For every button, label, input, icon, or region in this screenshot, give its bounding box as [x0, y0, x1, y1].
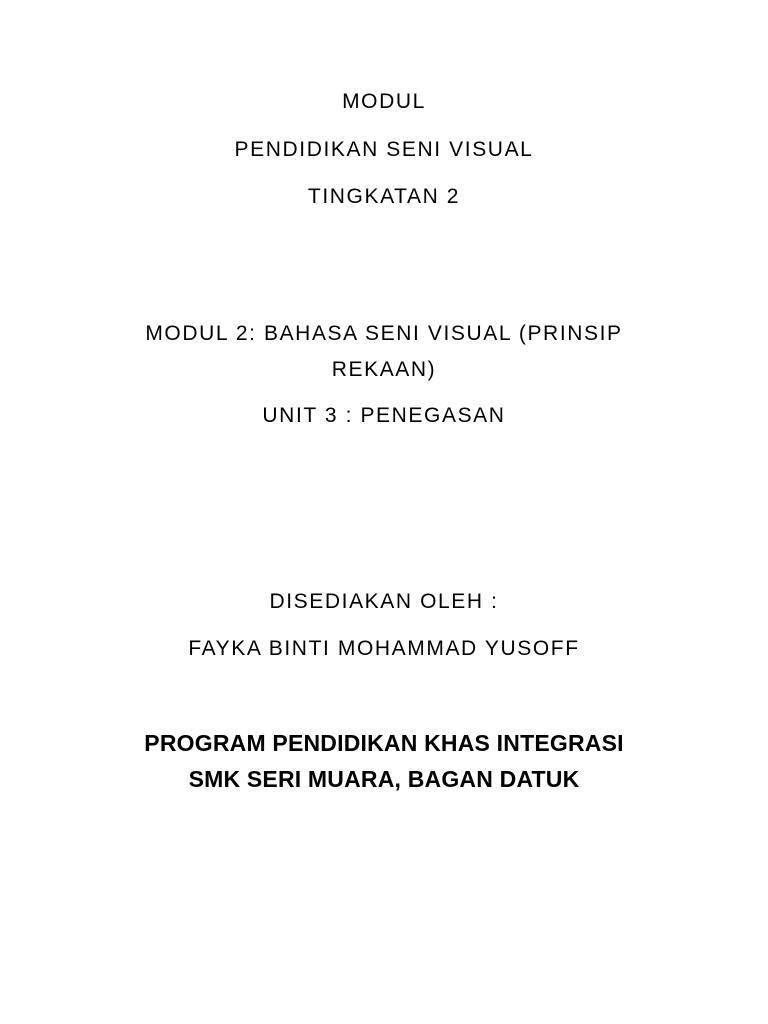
module-title-line2: REKAAN) — [331, 358, 437, 381]
module-title-line1: MODUL 2: BAHASA SENI VISUAL (PRINSIP — [145, 322, 623, 345]
author-name: FAYKA BINTI MOHAMMAD YUSOFF — [188, 637, 580, 660]
header-modul: MODUL — [342, 90, 426, 113]
prepared-by-label: DISEDIAKAN OLEH : — [269, 590, 499, 613]
program-name: PROGRAM PENDIDIKAN KHAS INTEGRASI — [144, 730, 624, 756]
unit-title: UNIT 3 : PENEGASAN — [262, 404, 506, 427]
school-name: SMK SERI MUARA, BAGAN DATUK — [188, 766, 580, 792]
header-grade: TINGKATAN 2 — [307, 185, 461, 208]
header-subject: PENDIDIKAN SENI VISUAL — [234, 138, 534, 161]
